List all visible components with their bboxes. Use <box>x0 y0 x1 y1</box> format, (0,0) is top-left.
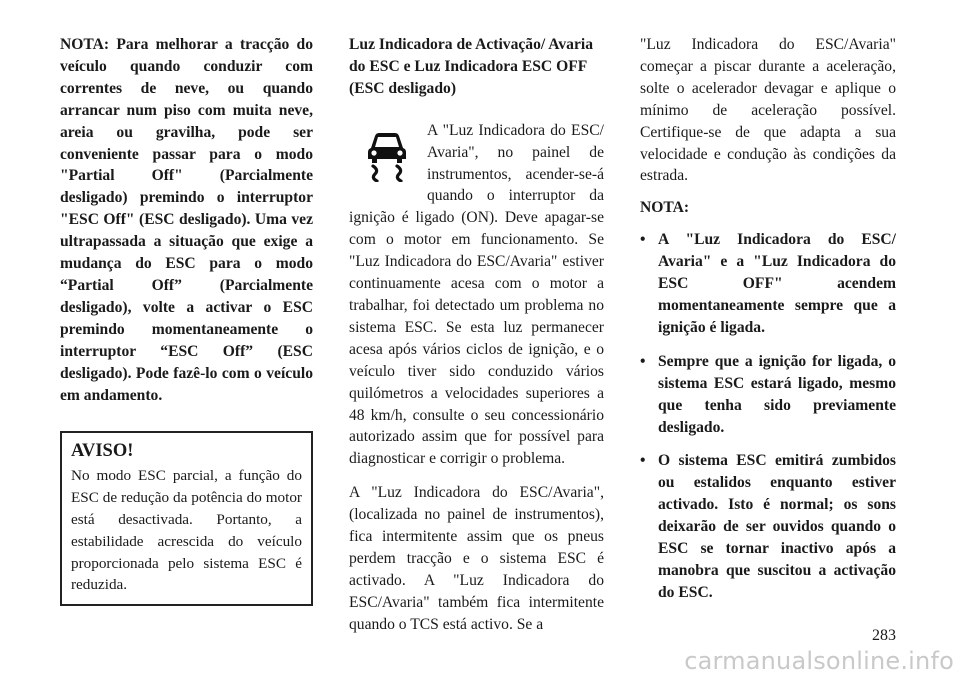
list-item: • Sempre que a ignição for ligada, o sistema ESC estará ligado, mesmo que tenha sido previamente desligado. <box>640 352 896 436</box>
nota-paragraph: NOTA: Para melhorar a tracção do veículo quando conduzir com correntes de neve, ou quando arrancar num piso com muita neve, areia ou gravilha, pode ser conveniente passar para o modo "Partial Off" (Parcialmente desligado) premindo o interruptor "ESC Off" (ESC desligado). Uma vez ultrapassada a situação que exige a mudança do ESC para o modo “Partial Off” (Parcialmente desligado), volte a activar o ESC premindo momentaneamente o interruptor “ESC Off” (ESC desligado). Pode fazê-lo com o veículo em andamento. <box>60 36 313 404</box>
bullet-icon: • <box>640 231 646 249</box>
watermark: carmanualsonline.info <box>684 647 954 675</box>
indicator-paragraph-1: A "Luz Indicadora do ESC/ Avaria", no painel de instrumentos, acender-se-á quando o interruptor da ignição é ligado (ON). Deve apagar-se com o motor em funcionamento. Se "Luz Indicadora do ESC/Avaria" estiver continuamente acesa com o motor a trabalhar, foi detectado um problema no sistema ESC. Se esta luz permanecer acesa após vários ciclos de ignição, e o veículo tiver sido conduzido vários quilómetros a velocidades superiores a 48 km/h, consulte o seu concessionário autorizado assim que for possível para diagnosticar e corrigir o problema. <box>349 121 604 468</box>
right-column <box>640 34 896 616</box>
page-number: 283 <box>872 627 896 644</box>
nota-bullets <box>640 229 896 604</box>
bullet-icon: • <box>640 452 646 470</box>
nota-label: NOTA: <box>640 199 690 217</box>
indicator-paragraph-2: A "Luz Indicadora do ESC/Avaria", (localizada no painel de instrumentos), fica intermitente assim que os pneus perdem tracção e o sistema ESC é activado. A "Luz Indicadora do ESC/Avaria" também fica intermitente quando o TCS está activo. Se a <box>349 484 604 633</box>
left-column <box>60 34 313 606</box>
warning-text: No modo ESC parcial, a função do ESC de redução da potência do motor está desactivada. Portanto, a estabilidade acrescida do veículo proporcionada pelo sistema ESC é reduzida. <box>71 467 302 594</box>
warning-title: AVISO! <box>71 441 134 462</box>
indicator-block <box>349 120 604 471</box>
esc-skid-car-icon <box>349 120 427 194</box>
list-item: • A "Luz Indicadora do ESC/ Avaria" e a "Luz Indicadora do ESC OFF" acendem momentaneamente sempre que a ignição é ligada. <box>640 231 896 336</box>
bullet-icon: • <box>640 352 646 370</box>
section-heading: Luz Indicadora de Activação/ Avaria do ESC e Luz Indicadora ESC OFF (ESC desligado) <box>349 36 594 97</box>
warning-box <box>60 431 313 606</box>
list-item: • O sistema ESC emitirá zumbidos ou estalidos enquanto estiver activado. Isto é normal; os sons deixarão de ser ouvidos quando o ESC se tornar inactivo após a manobra que suscitou a activação do ESC. <box>640 452 896 601</box>
continuation-paragraph: "Luz Indicadora do ESC/Avaria" começar a piscar durante a aceleração, solte o acelerador devagar e aplique o mínimo de aceleração possível. Certifique-se de que adapta a sua velocidade e condução às condições da estrada. <box>640 36 896 185</box>
middle-column <box>349 34 604 636</box>
